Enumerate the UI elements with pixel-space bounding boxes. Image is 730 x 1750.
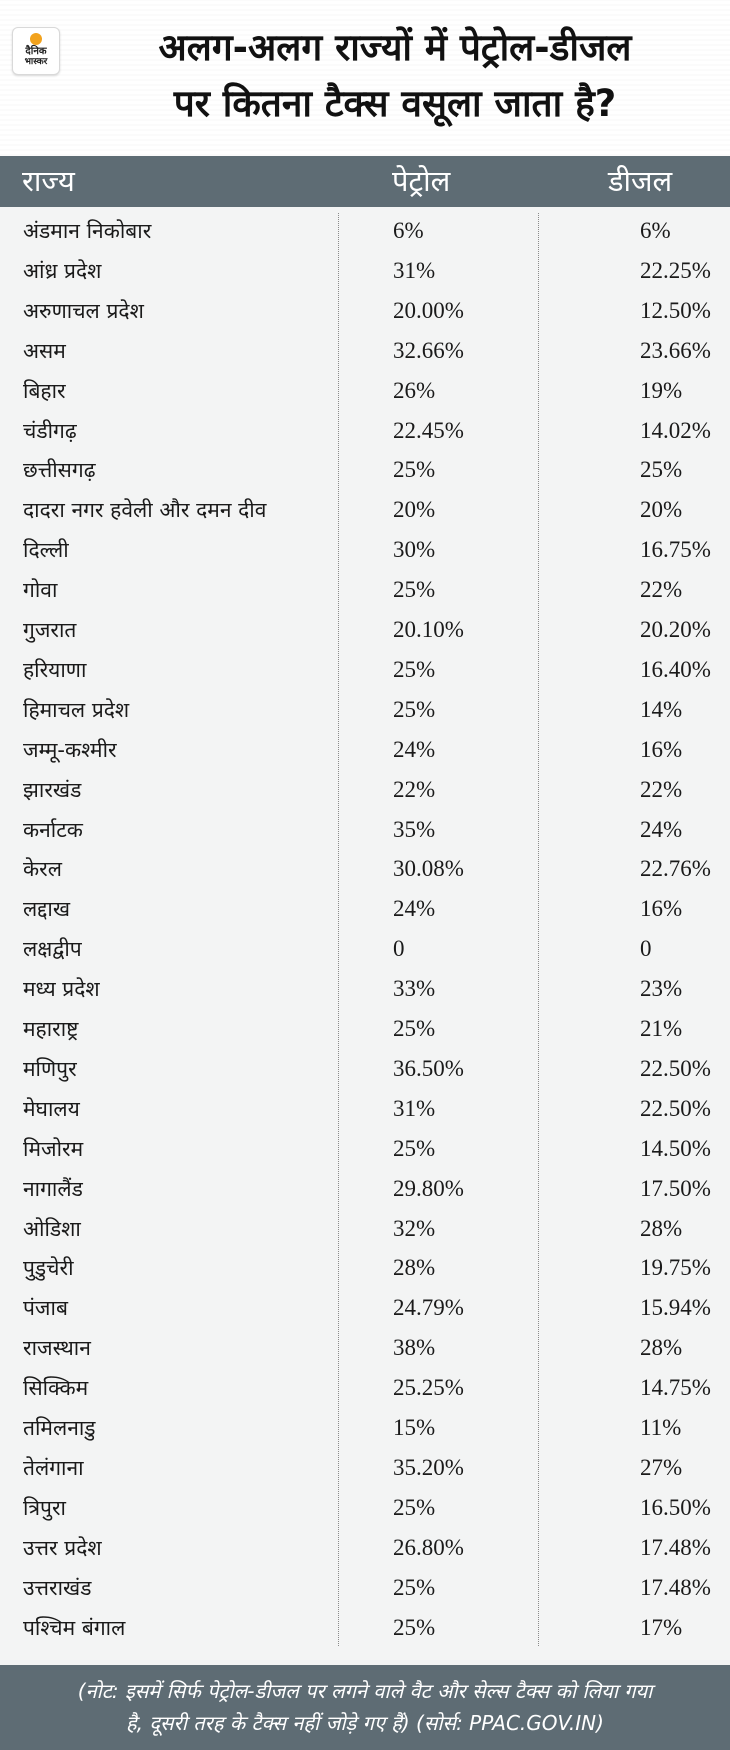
petrol-tax-cell: 26.80%	[393, 1534, 464, 1560]
diesel-tax-cell: 23.66%	[640, 337, 711, 363]
petrol-tax-cell: 20.00%	[393, 297, 464, 323]
petrol-tax-cell: 32.66%	[393, 337, 464, 363]
diesel-tax-cell: 22.25%	[640, 257, 711, 283]
state-cell: तमिलनाडु	[23, 1416, 96, 1440]
diesel-tax-cell: 6%	[640, 218, 671, 243]
state-cell: गुजरात	[23, 618, 77, 642]
diesel-tax-cell: 19%	[640, 377, 683, 403]
petrol-tax-cell: 25%	[393, 1494, 436, 1520]
diesel-tax-cell: 14.02%	[640, 417, 711, 443]
diesel-tax-cell: 21%	[640, 1016, 683, 1041]
petrol-tax-cell: 36.50%	[393, 1055, 464, 1081]
dainik-bhaskar-logo	[12, 27, 60, 75]
petrol-tax-cell: 31%	[393, 257, 436, 283]
diesel-tax-cell: 17.48%	[640, 1534, 711, 1560]
logo-text-line1: दैनिक	[25, 46, 47, 57]
petrol-tax-cell: 6%	[393, 218, 424, 243]
petrol-tax-cell: 22.45%	[393, 417, 464, 443]
sun-icon	[30, 33, 42, 45]
table-row	[0, 1568, 730, 1608]
state-cell: मिजोरम	[23, 1136, 84, 1161]
table-row	[0, 490, 730, 530]
petrol-tax-cell: 24%	[393, 896, 436, 922]
table-row	[0, 1129, 730, 1169]
state-cell: हरियाणा	[23, 657, 87, 682]
page-header	[0, 0, 730, 156]
diesel-tax-cell: 28%	[640, 1215, 683, 1241]
title-line-2: पर कितना टैक्स वसूला जाता है?	[173, 82, 617, 125]
diesel-tax-cell: 17.48%	[640, 1574, 711, 1600]
table-row	[0, 650, 730, 690]
state-cell: चंडीगढ़	[23, 418, 77, 443]
petrol-tax-cell: 25%	[393, 457, 436, 483]
state-cell: गोवा	[23, 578, 58, 603]
diesel-tax-cell: 27%	[640, 1454, 683, 1480]
table-row	[0, 1209, 730, 1249]
state-cell: छत्तीसगढ़	[23, 458, 96, 483]
table-row	[0, 1448, 730, 1488]
diesel-tax-cell: 24%	[640, 816, 683, 842]
logo-text-line2: भास्कर	[24, 57, 48, 67]
diesel-tax-cell: 16.40%	[640, 656, 711, 682]
diesel-tax-cell: 22.76%	[640, 856, 711, 882]
state-cell: नागालैंड	[23, 1176, 83, 1201]
table-row	[0, 889, 730, 929]
state-cell: आंध्र प्रदेश	[23, 258, 102, 283]
state-cell: मेघालय	[23, 1096, 80, 1121]
petrol-tax-cell: 33%	[393, 976, 436, 1002]
state-cell: दिल्ली	[23, 538, 69, 563]
petrol-tax-cell: 25%	[393, 577, 436, 603]
table-row	[0, 1169, 730, 1209]
diesel-tax-cell: 20.20%	[640, 617, 711, 642]
state-cell: राजस्थान	[23, 1336, 91, 1361]
diesel-tax-cell: 22.50%	[640, 1055, 711, 1081]
state-cell: मणिपुर	[23, 1056, 77, 1081]
table-header	[0, 156, 730, 207]
state-cell: झारखंड	[23, 777, 82, 802]
petrol-tax-cell: 25%	[393, 1574, 436, 1600]
state-cell: पंजाब	[23, 1296, 68, 1321]
footer-note	[10, 1675, 720, 1739]
table-row	[0, 450, 730, 490]
table-row	[0, 530, 730, 570]
column-header-petrol: पेट्रोल	[392, 164, 451, 198]
petrol-tax-cell: 25%	[393, 656, 436, 682]
footer-note-bar	[0, 1665, 730, 1750]
state-cell: हिमाचल प्रदेश	[23, 697, 130, 722]
table-row	[0, 331, 730, 371]
petrol-tax-cell: 35%	[393, 816, 436, 842]
state-cell: ओडिशा	[23, 1216, 81, 1241]
petrol-tax-cell: 20%	[393, 497, 436, 523]
state-cell: लक्षद्वीप	[23, 937, 82, 962]
state-cell: पुडुचेरी	[23, 1256, 74, 1281]
table-row	[0, 730, 730, 770]
petrol-tax-cell: 22%	[393, 776, 436, 802]
state-cell: जम्मू-कश्मीर	[23, 737, 117, 762]
petrol-tax-cell: 32%	[393, 1215, 436, 1241]
diesel-tax-cell: 19.75%	[640, 1255, 711, 1281]
petrol-tax-cell: 24%	[393, 736, 436, 762]
page-title	[70, 20, 720, 132]
petrol-tax-cell: 24.79%	[393, 1295, 464, 1321]
state-cell: दादरा नगर हवेली और दमन दीव	[23, 498, 267, 523]
diesel-tax-cell: 17.50%	[640, 1175, 711, 1201]
diesel-tax-cell: 16%	[640, 896, 683, 922]
petrol-tax-cell: 25%	[393, 1614, 436, 1640]
state-cell: सिक्किम	[23, 1376, 89, 1401]
table-row	[0, 1009, 730, 1049]
state-cell: अरुणाचल प्रदेश	[23, 298, 144, 323]
diesel-tax-cell: 14.75%	[640, 1375, 711, 1401]
diesel-tax-cell: 22%	[640, 577, 683, 603]
table-body	[0, 211, 730, 1648]
petrol-tax-cell: 15%	[393, 1415, 436, 1440]
petrol-tax-cell: 35.20%	[393, 1454, 464, 1480]
table-row	[0, 690, 730, 730]
diesel-tax-cell: 16.50%	[640, 1494, 711, 1520]
petrol-tax-cell: 30.08%	[393, 856, 464, 882]
diesel-tax-cell: 16%	[640, 736, 683, 762]
state-cell: मध्य प्रदेश	[23, 977, 100, 1002]
petrol-tax-cell: 0	[393, 936, 405, 962]
table-row	[0, 1408, 730, 1448]
state-cell: तेलंगाना	[23, 1455, 84, 1480]
column-header-diesel: डीजल	[608, 164, 673, 198]
table-row	[0, 770, 730, 810]
table-row	[0, 1248, 730, 1288]
petrol-tax-cell: 31%	[393, 1095, 436, 1121]
diesel-tax-cell: 28%	[640, 1335, 683, 1361]
table-row	[0, 570, 730, 610]
state-cell: अंडमान निकोबार	[23, 219, 152, 243]
diesel-tax-cell: 0	[640, 936, 652, 962]
petrol-tax-cell: 30%	[393, 537, 436, 563]
table-row	[0, 969, 730, 1009]
diesel-tax-cell: 22%	[640, 776, 683, 802]
petrol-tax-cell: 25.25%	[393, 1375, 464, 1401]
diesel-tax-cell: 17%	[640, 1614, 683, 1640]
state-cell: लद्दाख	[23, 897, 71, 922]
footer-note-line-1: (नोट: इसमें सिर्फ पेट्रोल-डीजल पर लगने वाले वैट और सेल्स टैक्स को लिया गया	[77, 1679, 653, 1703]
diesel-tax-cell: 20%	[640, 497, 683, 523]
table-row	[0, 1089, 730, 1129]
state-cell: कर्नाटक	[23, 817, 83, 842]
petrol-tax-cell: 20.10%	[393, 617, 464, 642]
table-row	[0, 1368, 730, 1408]
table-row	[0, 610, 730, 650]
diesel-tax-cell: 22.50%	[640, 1095, 711, 1121]
petrol-tax-cell: 25%	[393, 696, 436, 722]
column-header-state: राज्य	[22, 164, 75, 198]
state-cell: त्रिपुरा	[23, 1495, 66, 1520]
table-row	[0, 211, 730, 251]
table-row	[0, 1608, 730, 1648]
state-cell: उत्तराखंड	[23, 1575, 92, 1600]
state-cell: असम	[23, 338, 66, 363]
table-row	[0, 1528, 730, 1568]
table-row	[0, 1288, 730, 1328]
table-row	[0, 1049, 730, 1089]
diesel-tax-cell: 23%	[640, 976, 683, 1002]
title-line-1: अलग-अलग राज्यों में पेट्रोल-डीजल	[158, 26, 632, 69]
footer-note-line-2: है, दूसरी तरह के टैक्स नहीं जोड़े गए हैं) (सोर्स: PPAC.GOV.IN)	[126, 1711, 604, 1735]
state-cell: पश्चिम बंगाल	[23, 1615, 126, 1640]
table-row	[0, 1488, 730, 1528]
table-row	[0, 810, 730, 850]
diesel-tax-cell: 16.75%	[640, 537, 711, 563]
state-cell: उत्तर प्रदेश	[23, 1535, 102, 1560]
table-row	[0, 291, 730, 331]
diesel-tax-cell: 12.50%	[640, 297, 711, 323]
table-row	[0, 251, 730, 291]
diesel-tax-cell: 15.94%	[640, 1295, 711, 1321]
table-row	[0, 929, 730, 969]
table-row	[0, 849, 730, 889]
petrol-tax-cell: 38%	[393, 1335, 436, 1361]
state-cell: महाराष्ट्र	[23, 1017, 79, 1041]
table-row	[0, 371, 730, 411]
diesel-tax-cell: 11%	[640, 1415, 682, 1440]
state-cell: बिहार	[23, 378, 66, 403]
state-cell: केरल	[23, 857, 62, 882]
table-row	[0, 1328, 730, 1368]
diesel-tax-cell: 14.50%	[640, 1135, 711, 1161]
petrol-tax-cell: 25%	[393, 1135, 436, 1161]
diesel-tax-cell: 14%	[640, 696, 683, 722]
petrol-tax-cell: 26%	[393, 377, 436, 403]
diesel-tax-cell: 25%	[640, 457, 683, 483]
petrol-tax-cell: 29.80%	[393, 1175, 464, 1201]
petrol-tax-cell: 28%	[393, 1255, 436, 1281]
table-row	[0, 411, 730, 451]
petrol-tax-cell: 25%	[393, 1016, 436, 1041]
